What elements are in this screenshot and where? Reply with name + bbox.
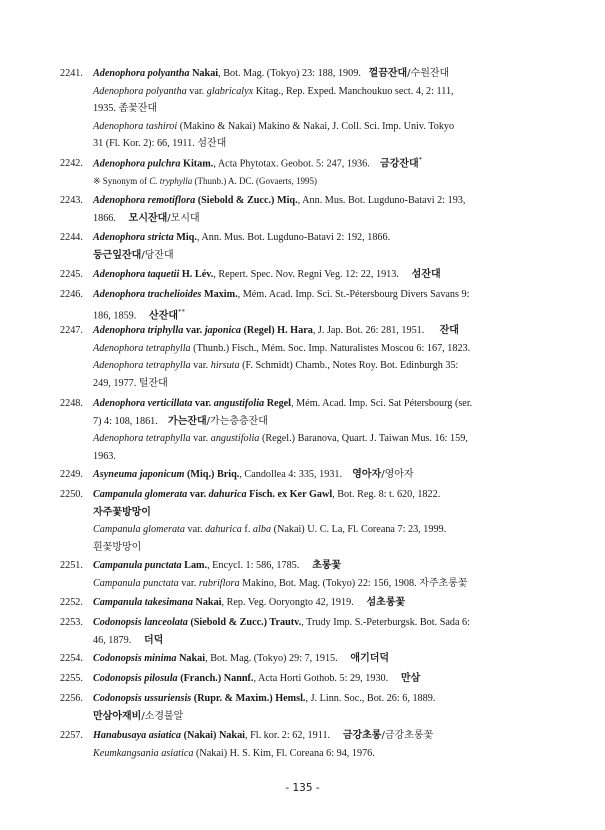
entry-2257 xyxy=(60,727,540,762)
species-name: Codonopsis minima xyxy=(93,653,177,664)
synonym-citation: 1935. xyxy=(93,103,116,114)
rank-text: var. xyxy=(192,398,214,409)
citation: , Trudy Imp. S.-Peterburgsk. Bot. Sada 6: xyxy=(301,617,470,628)
author: (Siebold & Zucc.) Trautv. xyxy=(190,617,302,628)
citation: , Repert. Spec. Nov. Regni Veg. 12: 22, 1913. xyxy=(213,269,399,280)
entry-2254 xyxy=(60,650,540,668)
entry-number: 2253. xyxy=(60,617,83,628)
author: (Franch.) Nannf. xyxy=(180,673,254,684)
citation: , Acta Horti Gothob. 5: 29, 1930. xyxy=(253,673,389,684)
page-number: - 135 - xyxy=(285,782,320,794)
synonym-citation: (Makino & Nakai) Makino & Nakai, J. Coll. Sci. Imp. Univ. Tokyo xyxy=(177,120,455,132)
korean-name: 애기더덕 xyxy=(350,653,390,664)
korean-name: 만삼아재비 xyxy=(93,710,142,722)
citation: 186, 1859. xyxy=(93,309,137,321)
synonym-citation: Kitag., Rep. Exped. Manchoukuo sect. 4, 2: 111, xyxy=(253,85,454,97)
species-name: Adenophora remotiflora xyxy=(93,195,196,206)
citation: , Acta Phytotax. Geobot. 5: 247, 1936. xyxy=(213,158,370,170)
species-name: Hanabusaya asiatica xyxy=(93,730,182,741)
author: Regel xyxy=(266,398,292,409)
citation: , Ann. Mus. Bot. Lugduno-Batavi 2: 192, 1866. xyxy=(196,232,391,243)
note-text: (Thunb.) A. DC. (Govaerts, 1995) xyxy=(192,175,318,186)
entry-2251 xyxy=(60,557,540,592)
entry-number: 2251. xyxy=(60,560,83,571)
author: Fisch. ex Ker Gawl xyxy=(249,489,333,500)
variety-name: angustifolia xyxy=(213,398,265,409)
footnote-marker: * xyxy=(418,156,423,164)
species-name: Asyneuma japonicum xyxy=(93,469,185,480)
citation: , Bot. Mag. (Tokyo) 23: 188, 1909. xyxy=(218,68,361,79)
entry-2252 xyxy=(60,594,540,612)
korean-name: 둥근잎잔대 xyxy=(93,249,142,261)
rank-text: var. xyxy=(187,489,209,500)
entry-number: 2245. xyxy=(60,269,83,280)
note-prefix: ※ Synonym of xyxy=(93,175,150,186)
author: (Rupr. & Maxim.) Hemsl. xyxy=(193,693,306,704)
citation: , J. Linn. Soc., Bot. 26: 6, 1889. xyxy=(305,693,436,704)
korean-alt-name: /수원잔대 xyxy=(407,68,450,79)
synonym-citation: (Nakai) U. C. La, Fl. Coreana 7: 23, 1999. xyxy=(271,524,447,535)
rank-text: var. xyxy=(183,325,205,336)
synonym-name: Adenophora tashiroi xyxy=(93,120,178,132)
species-name: Adenophora trachelioides xyxy=(93,289,202,300)
entry-2253 xyxy=(60,614,540,649)
form-name: alba xyxy=(252,524,272,535)
citation: 7) 4: 108, 1861. xyxy=(93,415,158,427)
citation: , Encycl. 1: 586, 1785. xyxy=(207,560,300,571)
korean-name: 영아자 xyxy=(352,469,382,480)
synonym-citation: (Nakai) H. S. Kim, Fl. Coreana 6: 94, 1976. xyxy=(193,747,375,759)
entry-number: 2246. xyxy=(60,289,83,300)
variety-name: dahurica xyxy=(208,489,247,500)
citation: 46, 1879. xyxy=(93,634,132,646)
variety-name: glabricalyx xyxy=(206,85,254,97)
entry-number: 2256. xyxy=(60,693,83,704)
citation: , Rep. Veg. Ooryongto 42, 1919. xyxy=(221,597,354,608)
entry-number: 2255. xyxy=(60,673,83,684)
author: Kitam. xyxy=(183,158,214,170)
korean-name: 껄끔잔대 xyxy=(368,68,408,79)
entry-number: 2250. xyxy=(60,489,83,500)
synonym-citation: (Thunb.) Fisch., Mém. Soc. Imp. Naturalistes Moscou 6: 167, 1823. xyxy=(190,342,471,354)
synonym-korean-name: 섬잔대 xyxy=(197,138,227,149)
entry-number: 2241. xyxy=(60,68,83,79)
species-name: Adenophora polyantha xyxy=(93,68,190,79)
synonym-citation: 1963. xyxy=(93,450,116,462)
entry-number: 2242. xyxy=(60,158,83,170)
citation: , Mém. Acad. Imp. Sci. St.-Pétersbourg Divers Savans 9: xyxy=(237,289,470,300)
rank-text: f. xyxy=(241,524,253,535)
author: Maxim. xyxy=(203,289,238,300)
citation: , Fl. kor. 2: 62, 1911. xyxy=(245,730,331,741)
species-name: Campanula punctata xyxy=(93,560,182,571)
entry-number: 2244. xyxy=(60,232,83,243)
author: Lam. xyxy=(184,560,208,571)
entry-number: 2249. xyxy=(60,469,83,480)
korean-alt-name: /모시대 xyxy=(167,212,200,224)
author: (Regel) H. Hara xyxy=(243,325,313,336)
korean-name: 금강초롱 xyxy=(342,730,382,741)
author: H. Lév. xyxy=(181,269,214,280)
species-name: Adenophora stricta xyxy=(93,232,174,243)
author: Nakai xyxy=(195,597,222,608)
rank-text: var. xyxy=(186,85,207,97)
rank-text: var. xyxy=(190,360,211,371)
species-name: Adenophora triphylla xyxy=(93,325,184,336)
korean-name: 산잔대 xyxy=(149,309,179,321)
entry-2255 xyxy=(60,670,540,688)
citation: , J. Jap. Bot. 26: 281, 1951. xyxy=(312,325,425,336)
rank-text: var. xyxy=(178,577,199,589)
species-name: Adenophora pulchra xyxy=(93,158,181,170)
species-name: Adenophora taquetii xyxy=(93,269,180,280)
synonym-korean-name: 자주초롱꽃 xyxy=(419,577,468,589)
entry-number: 2252. xyxy=(60,597,83,608)
korean-name: 자주꽃방망이 xyxy=(93,506,151,518)
entry-number: 2254. xyxy=(60,653,83,664)
footnote-marker: ** xyxy=(178,307,186,316)
entry-number: 2243. xyxy=(60,195,83,206)
korean-name: 가는잔대 xyxy=(168,415,207,427)
variety-name: angustifolia xyxy=(210,433,260,444)
entry-2256 xyxy=(60,690,540,725)
entry-number: 2247. xyxy=(60,325,83,336)
entry-2250 xyxy=(60,486,540,556)
entry-number: 2248. xyxy=(60,398,83,409)
rank-text: var. xyxy=(184,524,206,535)
note-species-name: C. tryphylla xyxy=(149,175,193,186)
korean-name: 더덕 xyxy=(143,634,164,646)
synonym-name: Adenophora tetraphylla xyxy=(93,360,191,371)
author: Miq. xyxy=(176,232,197,243)
synonym-citation: 249, 1977. xyxy=(93,377,137,389)
author: (Miq.) Briq. xyxy=(186,469,240,480)
citation: , Candollea 4: 335, 1931. xyxy=(239,469,343,480)
species-name: Campanula takesimana xyxy=(93,597,193,608)
korean-name: 섬초롱꽃 xyxy=(366,597,406,608)
author: (Nakai) Nakai xyxy=(183,730,245,741)
synonym-name: Keumkangsania asiatica xyxy=(93,747,194,759)
entry-2249 xyxy=(60,466,540,484)
entry-number: 2257. xyxy=(60,730,83,741)
variety-name: rubriflora xyxy=(198,577,240,589)
korean-alt-name: /소경불알 xyxy=(141,710,184,722)
citation: , Bot. Reg. 8: t. 620, 1822. xyxy=(332,489,441,500)
species-name: Codonopsis ussuriensis xyxy=(93,693,192,704)
korean-name: 초롱꽃 xyxy=(312,560,342,571)
synonym-korean-name: 털잔대 xyxy=(138,377,168,389)
variety-name: hirsuta xyxy=(210,360,240,371)
korean-name: 모시잔대 xyxy=(128,212,168,224)
entry-2245 xyxy=(60,266,540,284)
entry-2247 xyxy=(60,322,540,392)
citation: , Mém. Acad. Imp. Sci. Sat Pétersbourg (ser. xyxy=(291,398,473,409)
korean-name: 섬잔대 xyxy=(411,269,441,280)
synonym-korean-name: 흰꽃방망이 xyxy=(93,541,142,553)
synonym-name: Campanula glomerata xyxy=(93,524,185,535)
author: (Siebold & Zucc.) Miq. xyxy=(197,195,298,206)
synonym-citation: (Regel.) Baranova, Quart. J. Taiwan Mus. 16: 159, xyxy=(259,433,468,444)
species-name: Codonopsis lanceolata xyxy=(93,617,188,628)
entry-2244 xyxy=(60,229,540,264)
author: Nakai xyxy=(192,68,219,79)
synonym-korean-name: 좀꽃잔대 xyxy=(118,103,158,114)
korean-name: 금강잔대 xyxy=(379,158,419,170)
korean-alt-name: /영아자 xyxy=(381,469,414,480)
entry-2246 xyxy=(60,286,540,324)
synonym-citation: (F. Schmidt) Chamb., Notes Roy. Bot. Edinburgh 35: xyxy=(239,360,459,371)
species-name: Campanula glomerata xyxy=(93,489,188,500)
korean-alt-name: /금강초롱꽃 xyxy=(381,730,434,741)
korean-name: 잔대 xyxy=(439,325,459,336)
entry-2243 xyxy=(60,192,540,227)
species-name: Codonopsis pilosula xyxy=(93,673,178,684)
entry-2241 xyxy=(60,65,540,153)
synonym-name: Campanula punctata xyxy=(93,577,179,589)
variety-name: dahurica xyxy=(205,524,242,535)
author: Nakai xyxy=(179,653,206,664)
korean-alt-name: /가는층층잔대 xyxy=(206,415,268,427)
species-name: Adenophora verticillata xyxy=(93,398,193,409)
synonym-name: Adenophora tetraphylla xyxy=(93,433,191,444)
rank-text: var. xyxy=(190,433,211,444)
synonym-citation: 31 (Fl. Kor. 2): 66, 1911. xyxy=(93,138,195,149)
korean-alt-name: /당잔대 xyxy=(141,249,174,261)
korean-name: 만삼 xyxy=(400,673,421,684)
entry-2248 xyxy=(60,395,540,465)
synonym-name: Adenophora tetraphylla xyxy=(93,342,191,354)
entry-2242 xyxy=(60,152,540,190)
citation: , Ann. Mus. Bot. Lugduno-Batavi 2: 193, xyxy=(297,195,466,206)
synonym-name: Adenophora polyantha xyxy=(93,85,187,97)
variety-name: japonica xyxy=(204,325,241,336)
citation: , Bot. Mag. (Tokyo) 29: 7, 1915. xyxy=(205,653,338,664)
synonym-citation: Makino, Bot. Mag. (Tokyo) 22: 156, 1908. xyxy=(239,577,417,589)
citation: 1866. xyxy=(93,212,116,224)
